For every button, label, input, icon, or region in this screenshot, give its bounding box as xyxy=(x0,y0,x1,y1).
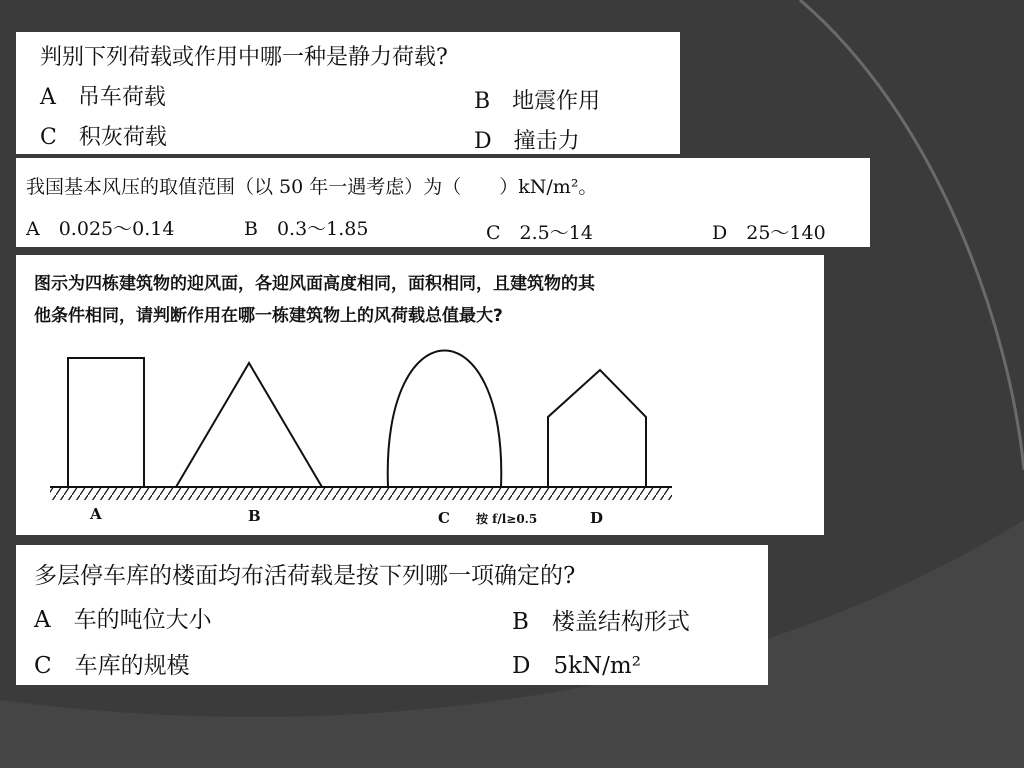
label-b: B xyxy=(248,507,261,525)
building-d-pentagon xyxy=(548,370,646,487)
option-b: B 0.3～1.85 xyxy=(244,218,369,240)
building-a-rectangle xyxy=(68,358,144,487)
question-text: 我国基本风压的取值范围（以 50 年一遇考虑）为（ ）kN/m²。 xyxy=(26,176,598,198)
label-c-note: 按 f/l≥0.5 xyxy=(476,512,538,526)
label-a: A xyxy=(90,505,102,523)
question-text-line-2: 他条件相同，请判断作用在哪一栋建筑物上的风荷载总值最大? xyxy=(34,306,503,326)
question-text: 判别下列荷载或作用中哪一种是静力荷载? xyxy=(40,45,448,70)
option-a: A 0.025～0.14 xyxy=(26,218,175,240)
option-c: C 车库的规模 xyxy=(34,653,190,679)
label-c: C xyxy=(438,509,450,527)
option-c: C 2.5～14 xyxy=(486,222,593,244)
option-d: D 5kN/m² xyxy=(512,653,641,679)
option-d: D 25～140 xyxy=(712,222,826,244)
option-c: C 积灰荷载 xyxy=(40,125,167,150)
option-b: B 楼盖结构形式 xyxy=(512,609,690,635)
building-b-triangle xyxy=(176,363,322,487)
question-panel-1 xyxy=(16,32,680,154)
ground-hatch xyxy=(50,488,672,500)
label-d: D xyxy=(590,509,604,527)
buildings-figure xyxy=(16,255,824,535)
option-a: A 吊车荷载 xyxy=(40,85,166,110)
question-panel-3 xyxy=(16,255,824,535)
question-panel-4 xyxy=(16,545,768,685)
building-c-arch xyxy=(388,351,502,488)
question-panel-2 xyxy=(16,158,870,247)
question-text-line-1: 图示为四栋建筑物的迎风面，各迎风面高度相同，面积相同，且建筑物的其 xyxy=(34,274,595,294)
option-b: B 地震作用 xyxy=(474,89,601,114)
option-a: A 车的吨位大小 xyxy=(34,607,212,633)
question-text: 多层停车库的楼面均布活荷载是按下列哪一项确定的? xyxy=(34,563,576,589)
option-d: D 撞击力 xyxy=(474,129,580,154)
